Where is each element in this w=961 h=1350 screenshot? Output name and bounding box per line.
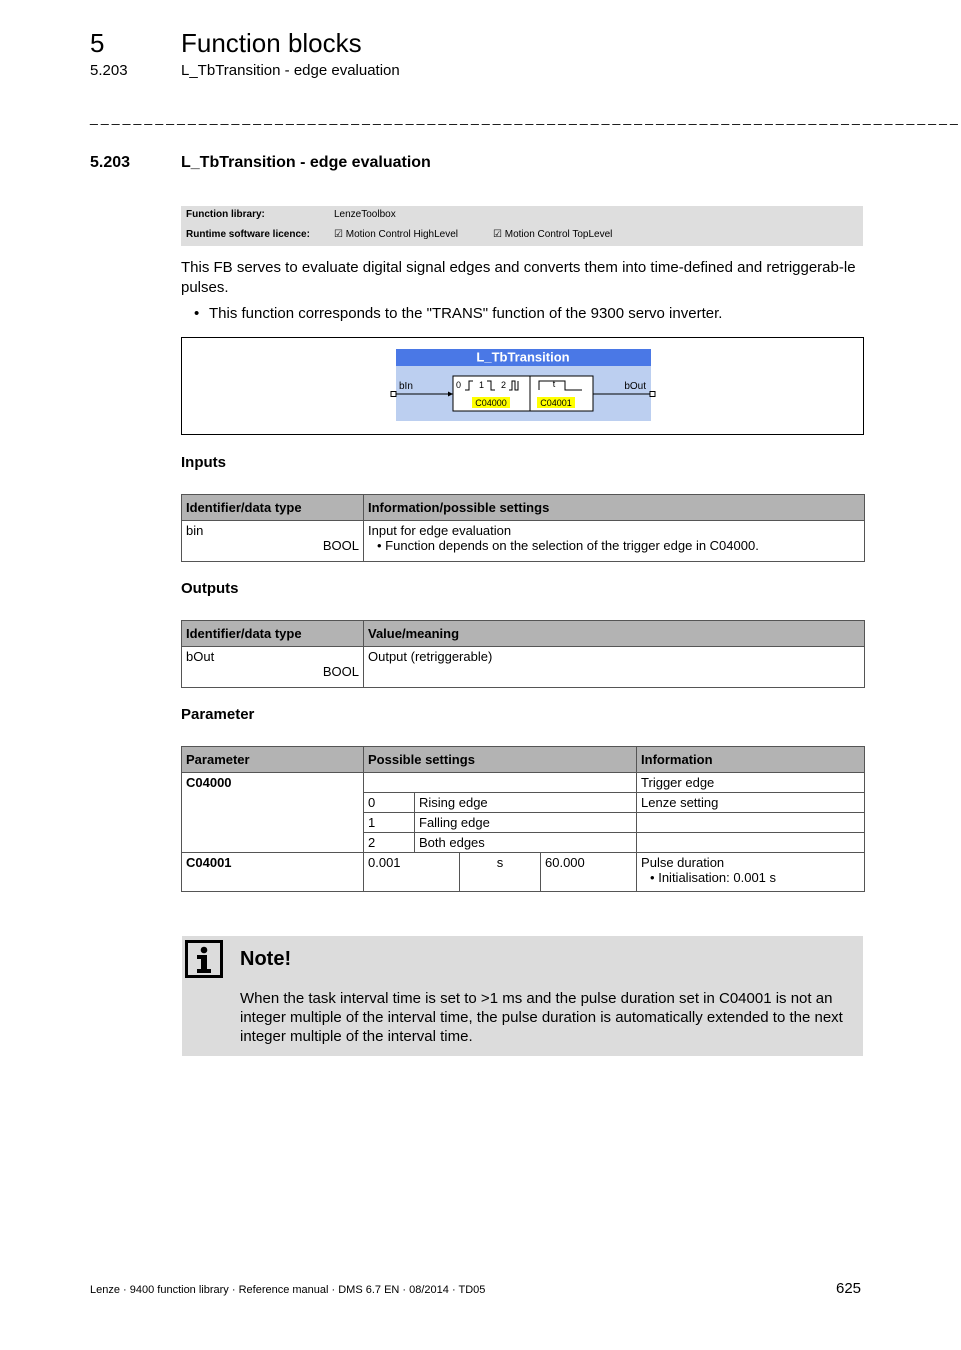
- licence-label: Runtime software licence:: [186, 229, 310, 240]
- bullet-marker: •: [194, 305, 200, 322]
- info-bullet-text: Initialisation: 0.001 s: [658, 870, 777, 885]
- footer-text: Lenze · 9400 function library · Reference manual · DMS 6.7 EN · 08/2014 · TD05: [90, 1284, 486, 1296]
- info-cell: Output (retriggerable): [364, 647, 865, 688]
- header-section-title: L_TbTransition - edge evaluation: [181, 62, 400, 79]
- parameter-info-cell: [637, 853, 865, 892]
- info-bullet-text: Function depends on the selection of the trigger edge in C04000.: [385, 538, 759, 553]
- identifier-cell: [182, 521, 364, 562]
- input-port[interactable]: [391, 392, 396, 397]
- outputs-table: [181, 620, 865, 688]
- option-value: 0: [364, 793, 415, 813]
- licence-option-toplevel: ☑ Motion Control TopLevel: [493, 229, 613, 240]
- info-icon: [185, 940, 223, 983]
- data-type: BOOL: [322, 664, 359, 679]
- intro-paragraph: This FB serves to evaluate digital signal edges and converts them into time-defined and retriggerab-le pulses.: [181, 259, 856, 296]
- intro-bullet: This function corresponds to the "TRANS" function of the 9300 servo inverter.: [209, 305, 723, 322]
- option-value: 2: [364, 833, 415, 853]
- parameter-info: Pulse duration: [641, 855, 725, 870]
- option-value: 1: [364, 813, 415, 833]
- diagram-svg: [182, 338, 863, 434]
- option-info: Lenze setting: [637, 793, 865, 813]
- section-title: L_TbTransition - edge evaluation: [181, 154, 431, 171]
- function-library-label: Function library:: [186, 209, 265, 220]
- section-number: 5.203: [90, 154, 131, 171]
- note-title: Note!: [240, 948, 292, 970]
- edge-option-2-label: 2: [501, 380, 507, 390]
- param-c04000-label: C04000: [475, 398, 507, 408]
- info-text: Input for edge evaluation: [368, 523, 512, 538]
- column-header: Possible settings: [364, 747, 637, 773]
- column-header: Identifier/data type: [182, 495, 364, 521]
- table-row: [182, 853, 865, 892]
- data-type: BOOL: [322, 538, 359, 553]
- page-number: 625: [836, 1280, 862, 1297]
- option-info: [637, 813, 865, 833]
- output-label: bOut: [624, 381, 646, 392]
- column-header: Information: [637, 747, 865, 773]
- table-row: [182, 521, 865, 562]
- input-label: bIn: [399, 381, 413, 392]
- info-cell: [364, 521, 865, 562]
- block-title: L_TbTransition: [476, 349, 570, 365]
- option-info: [637, 833, 865, 853]
- chapter-number: 5: [90, 28, 105, 58]
- edge-option-0-label: 0: [456, 380, 462, 390]
- licence-option-highlevel: ☑ Motion Control HighLevel: [334, 229, 459, 240]
- parameter-heading: Parameter: [181, 706, 255, 723]
- chapter-title: Function blocks: [181, 28, 362, 58]
- timer-label: t: [552, 379, 556, 389]
- empty-cell: [364, 773, 637, 793]
- inputs-table: [181, 494, 865, 562]
- parameter-name: C04001: [182, 853, 364, 892]
- edge-option-1-label: 1: [479, 380, 485, 390]
- option-label: Rising edge: [415, 793, 637, 813]
- function-block-diagram: [181, 337, 864, 435]
- max-value: 60.000: [541, 853, 637, 892]
- parameter-table: [181, 746, 865, 892]
- identifier: bin: [186, 523, 204, 538]
- table-header-row: [182, 495, 865, 521]
- column-header: Identifier/data type: [182, 621, 364, 647]
- unit: s: [460, 853, 541, 892]
- library-info-box: [181, 206, 863, 246]
- parameter-info: Trigger edge: [637, 773, 865, 793]
- function-library-value: LenzeToolbox: [334, 209, 396, 220]
- column-header: Value/meaning: [364, 621, 865, 647]
- min-value: 0.001: [364, 853, 460, 892]
- option-label: Both edges: [415, 833, 637, 853]
- header-divider: ________________________________________________________________________________: [90, 109, 961, 125]
- column-header: Information/possible settings: [364, 495, 865, 521]
- output-port[interactable]: [650, 392, 655, 397]
- table-row: [182, 647, 865, 688]
- table-row: [182, 773, 865, 793]
- identifier: bOut: [186, 649, 215, 664]
- info-bullet: • Function depends on the selection of the trigger edge in C04000.: [377, 538, 759, 553]
- column-header: Parameter: [182, 747, 364, 773]
- identifier-cell: [182, 647, 364, 688]
- option-label: Falling edge: [415, 813, 637, 833]
- param-c04001-label: C04001: [540, 398, 572, 408]
- table-header-row: [182, 747, 865, 773]
- table-header-row: [182, 621, 865, 647]
- outputs-heading: Outputs: [181, 580, 239, 597]
- inputs-heading: Inputs: [181, 454, 226, 471]
- info-bullet: • Initialisation: 0.001 s: [650, 870, 777, 885]
- note-text: When the task interval time is set to >1 ms and the pulse duration set in C04001 is not an integer multiple of the interval time, the pulse duration is automatically extended to the next integer multiple of the interval time.: [240, 990, 843, 1045]
- parameter-name: C04000: [182, 773, 364, 853]
- header-section-number: 5.203: [90, 62, 128, 79]
